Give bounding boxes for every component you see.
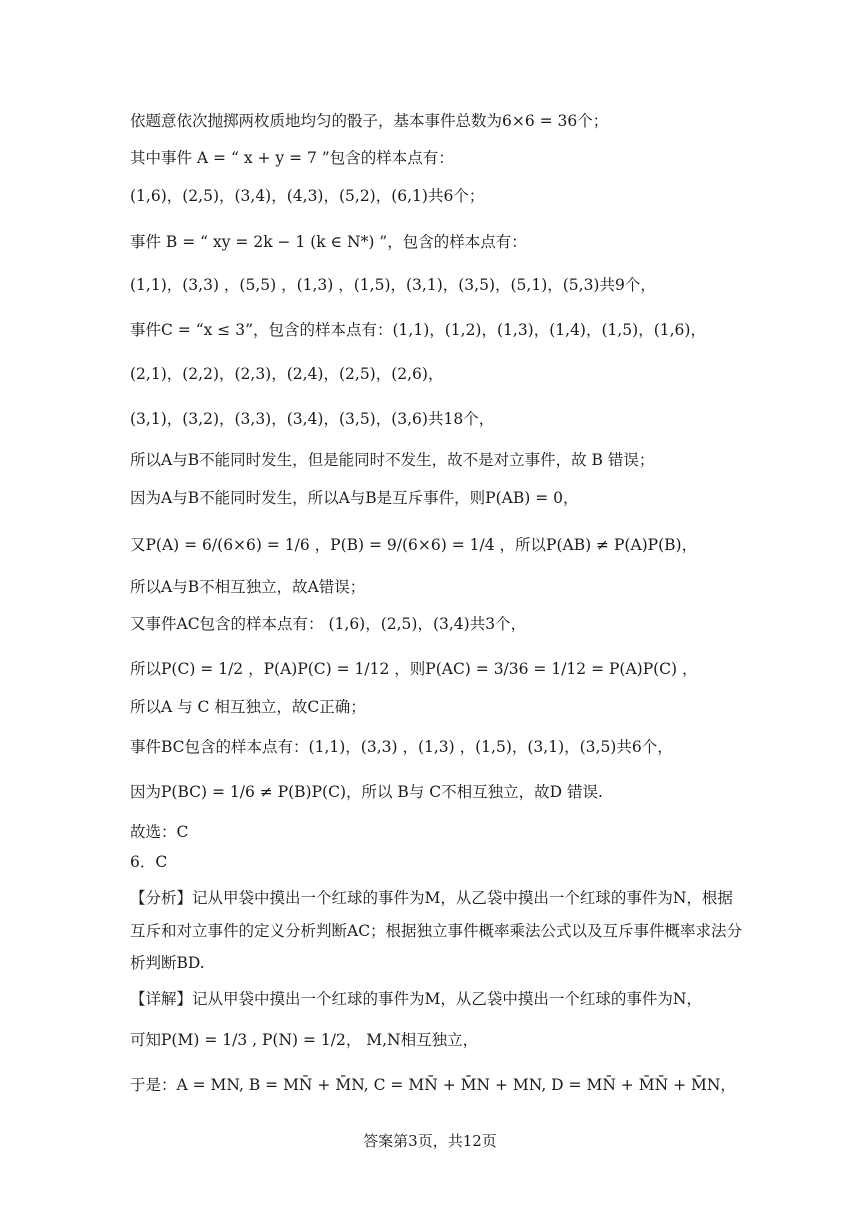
text-line: 其中事件 A = “ x + y = 7 ”包含的样本点有： [130, 149, 454, 167]
text-line: 所以A 与 C 相互独立，故C正确； [130, 698, 366, 716]
text-line: (1,6)，(2,5)，(3,4)，(4,3)，(5,2)，(6,1)共6个； [130, 187, 485, 205]
text-line: (3,1)，(3,2)，(3,3)，(3,4)，(3,5)，(3,6)共18个， [130, 410, 495, 428]
analysis-line: 【分析】记从甲袋中摸出一个红球的事件为M，从乙袋中摸出一个红球的事件为N，根据 [130, 889, 733, 907]
page-footer: 答案第3页，共12页 [363, 1132, 497, 1150]
analysis-line: 互斥和对立事件的定义分析判断AC；根据独立事件概率乘法公式以及互斥事件概率求法分 [130, 922, 743, 940]
solution-line: 可知P(M) = 1/3 , P(N) = 1/2， M,N相互独立， [130, 1031, 479, 1049]
analysis-line: 析判断BD. [130, 954, 205, 972]
text-line: 故选：C [130, 823, 189, 841]
text-line: 事件BC包含的样本点有：(1,1)，(3,3) ，(1,3) ，(1,5)，(3,1)，(3,5)共6个， [130, 738, 673, 756]
text-line: 所以P(C) = 1/2 ，P(A)P(C) = 1/12 ，则P(AC) = 3/36 = 1/12 = P(A)P(C) ， [130, 660, 698, 678]
text-line: 又P(A) = 6/(6×6) = 1/6 ，P(B) = 9/(6×6) = 1/4 ，所以P(AB) ≠ P(A)P(B)， [130, 536, 698, 554]
question-number: 6．C [130, 853, 168, 871]
text-line: 因为P(BC) = 1/6 ≠ P(B)P(C)，所以 B与 C不相互独立，故D 错误. [130, 783, 603, 801]
text-line: 所以A与B不相互独立，故A错误； [130, 578, 366, 596]
solution-line: 于是：A = MN, B = MN̄ + M̄N, C = MN̄ + M̄N + MN, D = MN̄ + M̄N̄ + M̄N， [130, 1076, 736, 1094]
text-line: 又事件AC包含的样本点有： (1,6)，(2,5)，(3,4)共3个， [130, 615, 527, 633]
text-line: 依题意依次抛掷两枚质地均匀的骰子，基本事件总数为6×6 = 36个； [130, 112, 609, 130]
text-line: 因为A与B不能同时发生，所以A与B是互斥事件，则P(AB) = 0， [130, 489, 579, 507]
text-line: 事件 B = “ xy = 2k − 1 (k ∈ N*) ”，包含的样本点有： [130, 233, 527, 251]
text-line: (2,1)，(2,2)，(2,3)，(2,4)，(2,5)，(2,6)， [130, 365, 444, 383]
text-line: 事件C = “x ≤ 3”，包含的样本点有：(1,1)，(1,2)，(1,3)，(1,4)，(1,5)，(1,6)， [130, 321, 706, 339]
solution-line: 【详解】记从甲袋中摸出一个红球的事件为M，从乙袋中摸出一个红球的事件为N， [130, 990, 702, 1008]
text-line: (1,1)，(3,3) ，(5,5) ，(1,3) ，(1,5)，(3,1)，(3,5)，(5,1)，(5,3)共9个， [130, 276, 656, 294]
text-line: 所以A与B不能同时发生，但是能同时不发生，故不是对立事件，故 B 错误； [130, 451, 655, 469]
